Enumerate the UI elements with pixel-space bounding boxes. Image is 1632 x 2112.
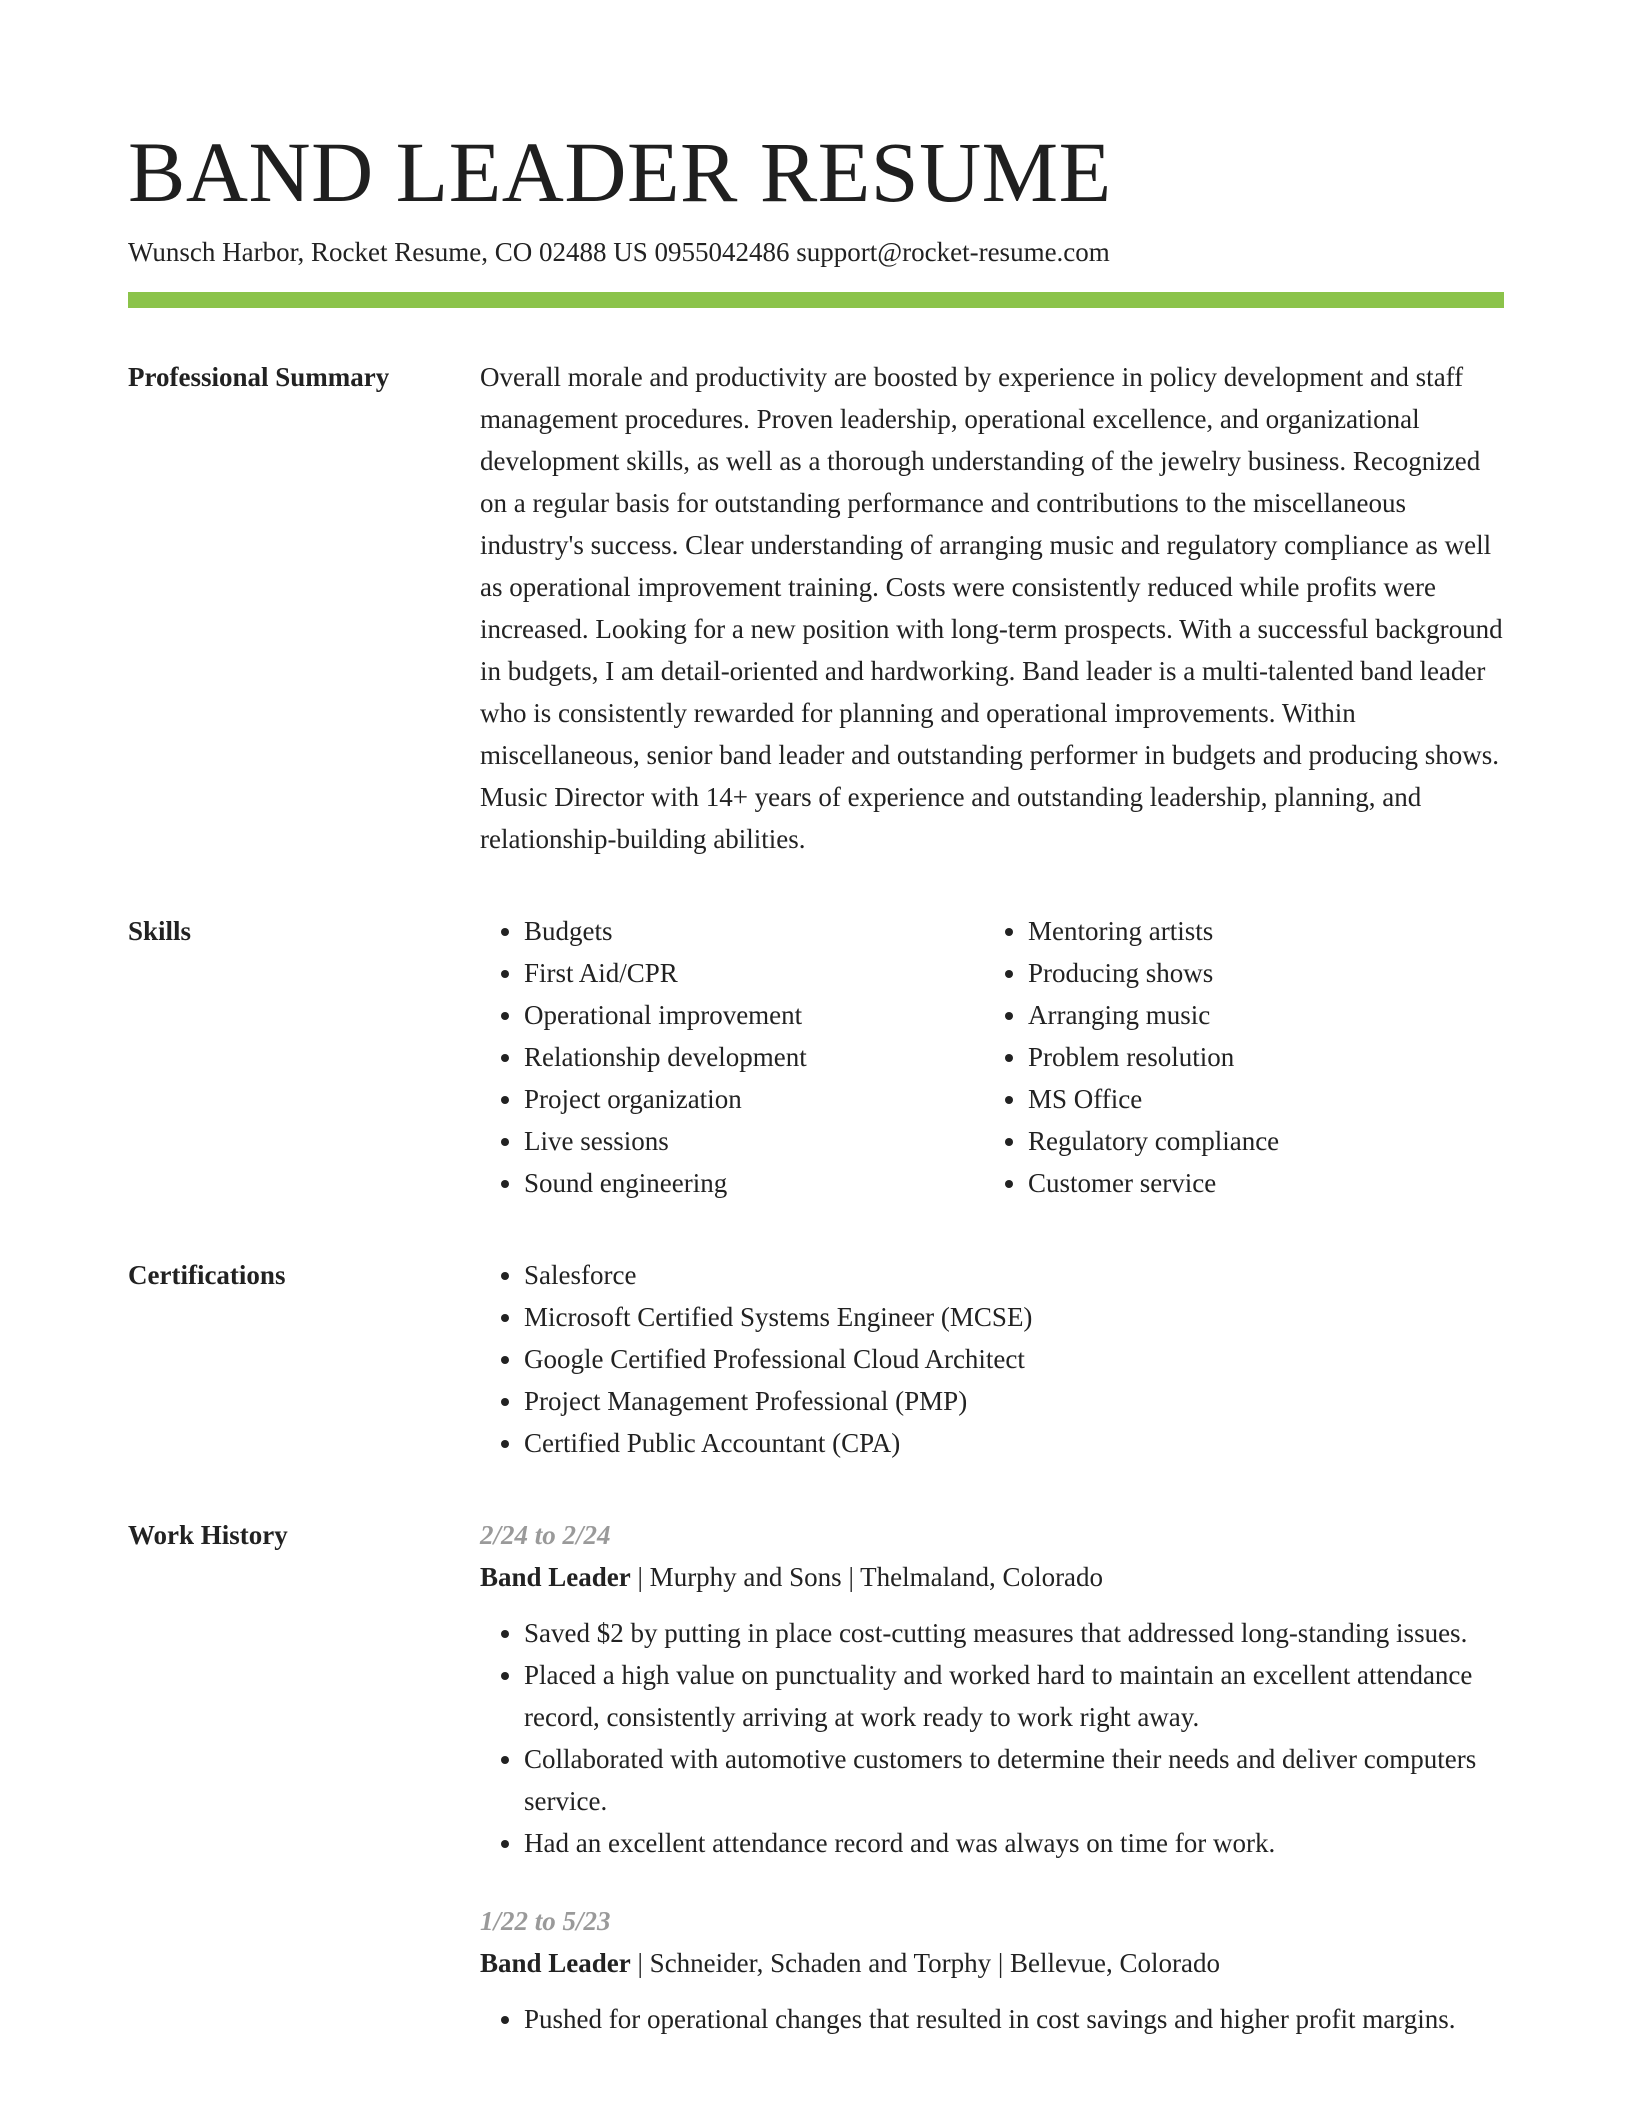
job-title: Band Leader xyxy=(480,1562,631,1592)
summary-section xyxy=(128,356,1504,860)
section-label-skills: Skills xyxy=(128,916,192,946)
section-label-certifications: Certifications xyxy=(128,1260,286,1290)
certification-item: • Google Certified Professional Cloud Architect xyxy=(524,1338,1504,1380)
job-entry xyxy=(480,1900,1504,2040)
skill-item: • Project organization xyxy=(524,1078,984,1120)
skill-item: • Arranging music xyxy=(1028,994,1488,1036)
certification-item: • Microsoft Certified Systems Engineer (MCSE) xyxy=(524,1296,1504,1338)
job-bullet: • Had an excellent attendance record and was always on time for work. xyxy=(524,1822,1504,1864)
certifications-section xyxy=(128,1254,1504,1464)
contact-address: Wunsch Harbor, Rocket Resume, CO 02488 US xyxy=(128,237,648,267)
skill-item: • Relationship development xyxy=(524,1036,984,1078)
job-heading xyxy=(480,1942,1504,1984)
certification-item: • Salesforce xyxy=(524,1254,1504,1296)
skill-item: • First Aid/CPR xyxy=(524,952,984,994)
job-entry xyxy=(480,1514,1504,1864)
work-history-section xyxy=(128,1514,1504,2040)
skills-section xyxy=(128,910,1504,1204)
job-employer-location: | Schneider, Schaden and Torphy | Bellevue, Colorado xyxy=(630,1948,1220,1978)
certifications-list xyxy=(480,1254,1504,1464)
skill-item: • MS Office xyxy=(1028,1078,1488,1120)
skill-item: • Operational improvement xyxy=(524,994,984,1036)
job-bullet: • Saved $2 by putting in place cost-cutting measures that addressed long-standing issues. xyxy=(524,1612,1504,1654)
skill-item: • Live sessions xyxy=(524,1120,984,1162)
skill-item: • Producing shows xyxy=(1028,952,1488,994)
job-dates: 1/22 to 5/23 xyxy=(480,1906,611,1936)
job-bullet: • Placed a high value on punctuality and worked hard to maintain an excellent attendance record, consistently arriving at work ready to work right away. xyxy=(524,1654,1504,1738)
section-label-summary: Professional Summary xyxy=(128,362,390,392)
summary-text: Overall morale and productivity are boosted by experience in policy development and staff management procedures. Proven leadership, operational excellence, and organizational development skills, as well as a thorough understanding of the jewelry business. Recognized on a regular basis for outstanding performance and contributions to the miscellaneous industry's success. Clear understanding of arranging music and regulatory compliance as well as operational improvement training. Costs were consistently reduced while profits were increased. Looking for a new position with long-term prospects. With a successful background in budgets, I am detail-oriented and hardworking. Band leader is a multi-talented band leader who is consistently rewarded for planning and operational improvements. Within miscellaneous, senior band leader and outstanding performer in budgets and producing shows. Music Director with 14+ years of experience and outstanding leadership, planning, and relationship-building abilities. xyxy=(480,362,1503,854)
job-employer-location: | Murphy and Sons | Thelmaland, Colorado xyxy=(630,1562,1104,1592)
header-divider xyxy=(128,292,1504,308)
skill-item: • Mentoring artists xyxy=(1028,910,1488,952)
job-dates: 2/24 to 2/24 xyxy=(480,1520,611,1550)
section-label-work-history: Work History xyxy=(128,1520,288,1550)
job-bullet: • Collaborated with automotive customers to determine their needs and deliver computers service. xyxy=(524,1738,1504,1822)
skills-list-right xyxy=(984,910,1488,1204)
job-heading xyxy=(480,1556,1504,1598)
skill-item: • Problem resolution xyxy=(1028,1036,1488,1078)
skill-item: • Regulatory compliance xyxy=(1028,1120,1488,1162)
job-bullet: • Pushed for operational changes that resulted in cost savings and higher profit margins. xyxy=(524,1998,1504,2040)
contact-line xyxy=(128,232,1504,272)
resume-title: BAND LEADER RESUME xyxy=(128,124,1112,220)
skills-list-left xyxy=(480,910,984,1204)
skill-item: • Budgets xyxy=(524,910,984,952)
job-bullets xyxy=(480,1998,1504,2040)
certification-item: • Project Management Professional (PMP) xyxy=(524,1380,1504,1422)
skill-item: • Sound engineering xyxy=(524,1162,984,1204)
contact-email: support@rocket-resume.com xyxy=(796,237,1110,267)
skill-item: • Customer service xyxy=(1028,1162,1488,1204)
job-title: Band Leader xyxy=(480,1948,631,1978)
contact-phone: 0955042486 xyxy=(654,237,790,267)
jobs-container xyxy=(480,1514,1504,2040)
job-bullets xyxy=(480,1612,1504,1864)
certification-item: • Certified Public Accountant (CPA) xyxy=(524,1422,1504,1464)
